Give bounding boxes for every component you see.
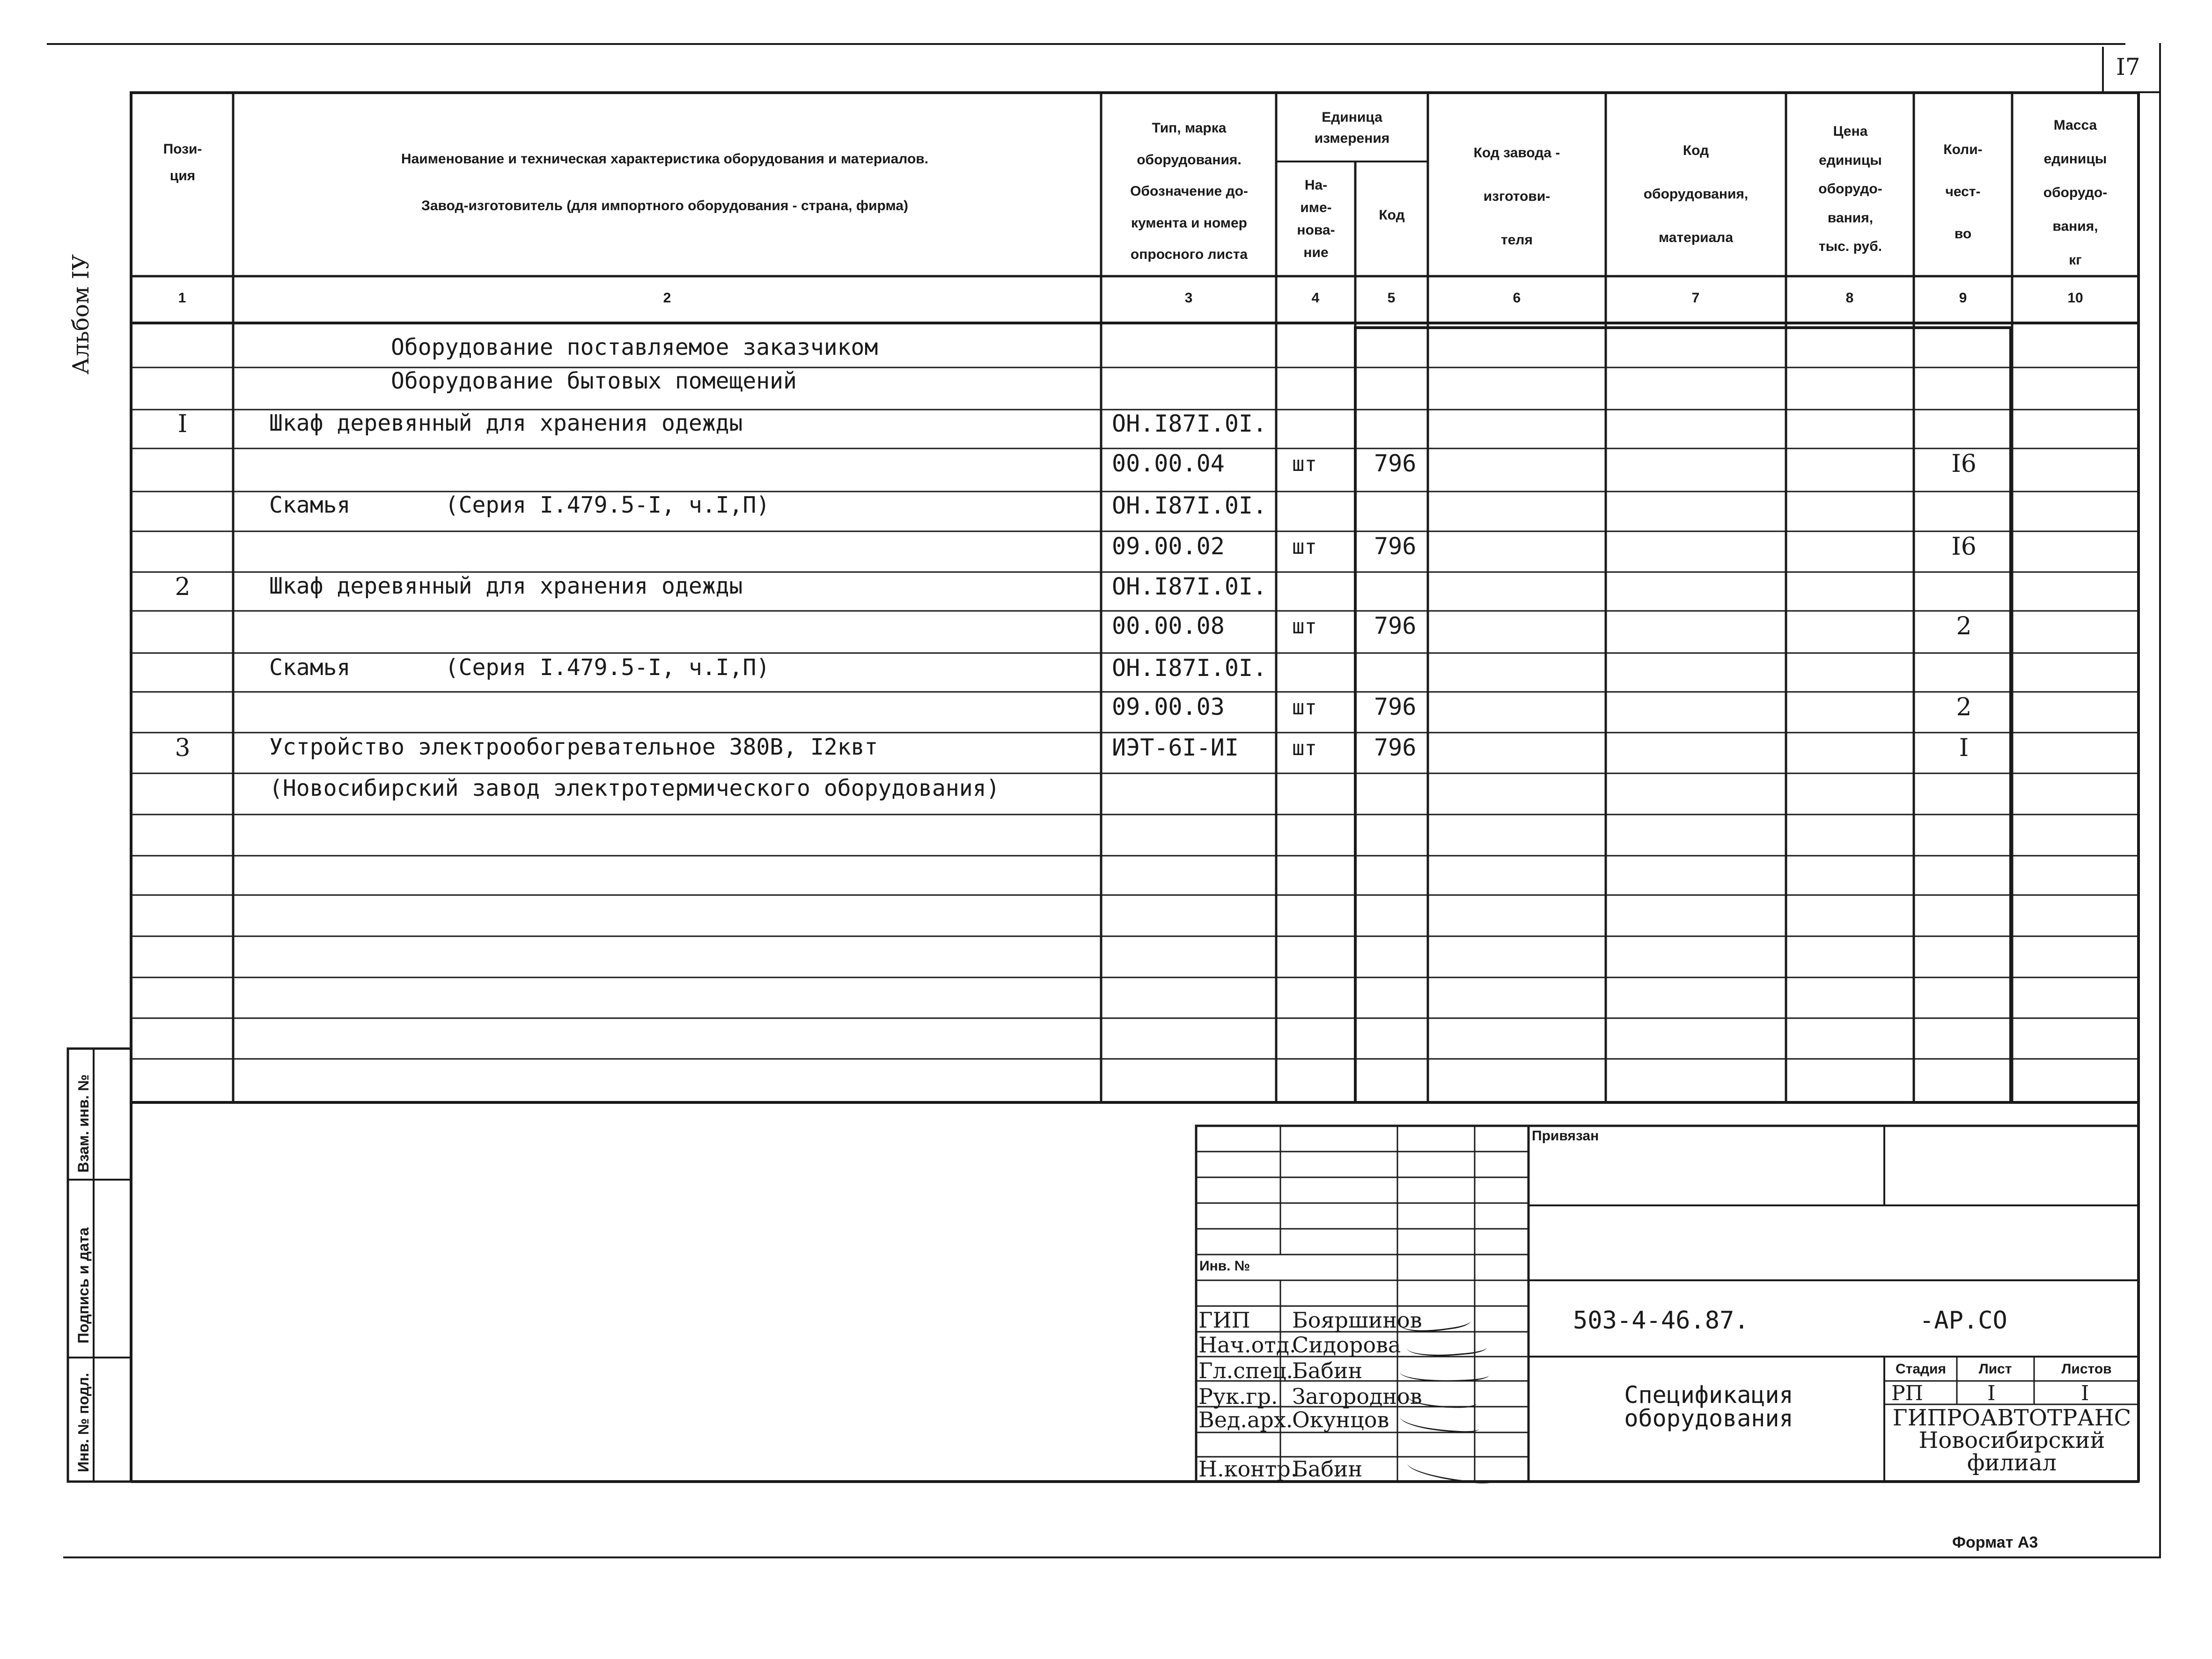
sheet-label: Лист [1978, 1361, 2012, 1377]
signature-name: Окунцов [1292, 1407, 1389, 1432]
signature-name: Загороднов [1292, 1384, 1422, 1409]
hdr-unit-name: На- име- нова- ние [1297, 177, 1335, 260]
stamp-podpis-data: Подпись и дата [75, 1227, 92, 1343]
signature-role: Н.контр. [1198, 1456, 1298, 1482]
stage-label: Стадия [1895, 1361, 1947, 1377]
column-number: 10 [2067, 290, 2083, 306]
page-number: I7 [2116, 53, 2140, 81]
hdr-name-line2: Завод-изготовитель (для импортного оборудования - страна, фирма) [421, 198, 908, 213]
row-type: ИЭТ-6I-ИI [1112, 734, 1239, 761]
column-number: 2 [663, 290, 671, 306]
row-type: ОН.I87I.0I. [1112, 410, 1267, 437]
hdr-factory-code: Код завода - изготови- теля [1473, 145, 1560, 248]
row-unit-code: 796 [1374, 533, 1417, 560]
hdr-equip-code: Код оборудования, материала [1643, 143, 1749, 245]
signature-name: Бояршинов [1292, 1307, 1422, 1333]
row-type: 00.00.04 [1112, 450, 1225, 477]
row-name: Шкаф деревянный для хранения одежды [269, 573, 743, 599]
stamp-vzam-inv: Взам. инв. № [75, 1074, 92, 1173]
column-number: 4 [1311, 290, 1320, 306]
hdr-unit-code: Код [1379, 207, 1405, 223]
doc-suffix: -АР.СО [1919, 1307, 2007, 1335]
album-label: Альбом IУ [68, 254, 94, 374]
hdr-mass: Масса единицы оборудо- вания, кг [2043, 117, 2108, 268]
hdr-position: Пози- ция [163, 141, 202, 184]
row-name: Устройство электрообогревательное 380В, I2квт [269, 734, 878, 760]
row-position: I [177, 410, 188, 438]
signature-name: Бабин [1292, 1456, 1363, 1482]
row-unit: шт [1292, 535, 1317, 559]
organization: ГИПРОАВТОТРАНС Новосибирский филиал [1892, 1405, 2131, 1476]
signature-role: ГИП [1198, 1307, 1250, 1333]
sheet-value: I [1987, 1381, 1996, 1405]
format-label: Формат А3 [1952, 1534, 2038, 1551]
doc-title: Спецификация оборудования [1624, 1381, 1793, 1432]
column-number: 1 [178, 290, 186, 306]
hdr-price: Цена единицы оборудо- вания, тыс. руб. [1818, 124, 1882, 254]
sheets-label: Листов [2061, 1361, 2112, 1377]
column-number: 5 [1387, 290, 1396, 306]
column-number: 6 [1513, 290, 1521, 306]
sheets-value: I [2081, 1381, 2089, 1405]
row-unit-code: 796 [1374, 693, 1417, 720]
signature-role: Нач.отд. [1198, 1332, 1296, 1358]
row-unit: шт [1292, 615, 1317, 639]
row-name: Оборудование бытовых помещений [391, 368, 797, 394]
stage-value: РП [1891, 1381, 1923, 1405]
hdr-unit: Единица измерения [1314, 110, 1390, 146]
row-type: 00.00.08 [1112, 612, 1225, 639]
row-type: 09.00.02 [1112, 533, 1225, 560]
row-qty: I6 [1951, 533, 1977, 561]
stamp-inv-podl: Инв. № подл. [75, 1373, 92, 1472]
row-type: 09.00.03 [1112, 693, 1225, 720]
row-name: Скамья (Серия I.479.5-I, ч.I,П) [269, 492, 770, 518]
signature-name: Бабин [1292, 1358, 1363, 1383]
doc-code: 503-4-46.87. [1573, 1307, 1749, 1335]
column-number: 9 [1959, 290, 1967, 306]
hdr-qty: Коли- чест- во [1943, 142, 1983, 242]
inv-no-label: Инв. № [1199, 1258, 1250, 1274]
row-unit-code: 796 [1374, 450, 1417, 477]
row-qty: I [1959, 734, 1969, 762]
row-unit-code: 796 [1374, 734, 1417, 761]
signature-role: Рук.гр. [1198, 1384, 1278, 1409]
row-name: Скамья (Серия I.479.5-I, ч.I,П) [269, 654, 770, 681]
row-unit: шт [1292, 736, 1317, 760]
row-name: Оборудование поставляемое заказчиком [391, 334, 878, 360]
row-unit: шт [1292, 696, 1317, 719]
signature-name: Сидорова [1292, 1332, 1401, 1358]
row-type: ОН.I87I.0I. [1112, 492, 1267, 519]
column-number: 8 [1845, 290, 1854, 306]
column-number: 7 [1691, 290, 1700, 306]
row-unit: шт [1292, 452, 1317, 476]
row-name: (Новосибирский завод электротермического оборудования) [269, 775, 1000, 801]
row-qty: 2 [1956, 693, 1972, 721]
privyazan-label: Привязан [1532, 1128, 1599, 1144]
row-name: Шкаф деревянный для хранения одежды [269, 410, 743, 436]
row-position: 2 [175, 573, 191, 601]
hdr-name-line1: Наименование и техническая характеристика оборудования и материалов. [401, 151, 929, 167]
row-type: ОН.I87I.0I. [1112, 573, 1267, 600]
row-qty: 2 [1956, 612, 1972, 640]
signature-role: Вед.арх. [1198, 1407, 1293, 1432]
row-type: ОН.I87I.0I. [1112, 654, 1267, 682]
row-position: 3 [175, 734, 191, 762]
hdr-type: Тип, марка оборудования. Обозначение до- кумента и номер опросного листа [1130, 120, 1248, 262]
row-unit-code: 796 [1374, 612, 1417, 639]
signature-role: Гл.спец. [1198, 1358, 1293, 1383]
column-number: 3 [1184, 290, 1193, 306]
row-qty: I6 [1951, 450, 1977, 478]
